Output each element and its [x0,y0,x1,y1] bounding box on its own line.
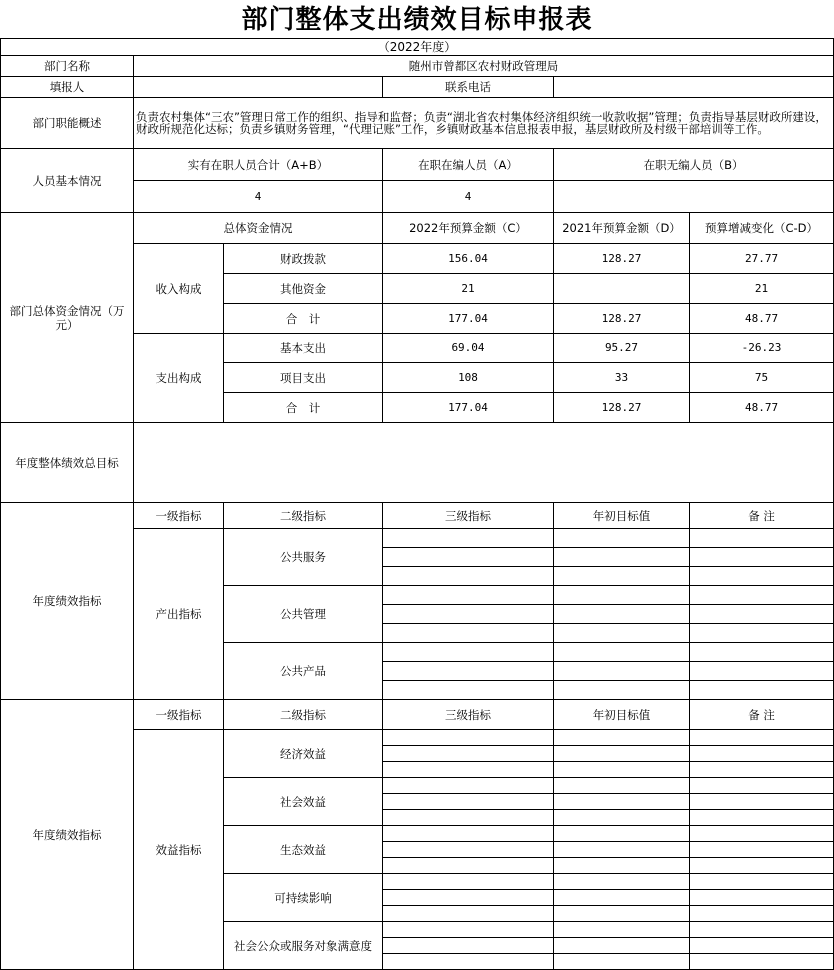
funds-row-diff: 21 [690,274,834,304]
funds-row-c: 156.04 [383,244,554,274]
indicators-2-h-level3: 三级指标 [383,700,554,730]
indicators-1-h-level1: 一级指标 [134,503,224,529]
indicator-cell [690,586,834,605]
indicator-cell [383,681,554,700]
overall-goal-label: 年度整体绩效总目标 [1,423,134,503]
indicators-2-h-target: 年初目标值 [554,700,690,730]
indicators-2-group: 生态效益 [224,826,383,874]
indicator-cell [690,762,834,778]
form-title: 部门整体支出绩效目标申报表 [241,5,593,35]
indicator-cell [383,605,554,624]
funds-row-d: 33 [554,363,690,393]
indicator-cell [690,954,834,970]
indicator-cell [554,529,690,548]
indicator-cell [554,858,690,874]
indicator-cell [690,662,834,681]
indicator-cell [383,762,554,778]
funds-row-c: 69.04 [383,334,554,363]
expense-label: 支出构成 [134,334,224,423]
indicators-2-group: 可持续影响 [224,874,383,922]
indicator-cell [690,858,834,874]
indicator-cell [554,746,690,762]
indicators-1-h-target: 年初目标值 [554,503,690,529]
overall-goal-value [134,423,834,503]
funds-header-total: 总体资金情况 [134,213,383,244]
indicator-cell [383,858,554,874]
indicators-1-level1: 产出指标 [134,529,224,700]
indicators-1-h-note: 备 注 [690,503,834,529]
filler-label: 填报人 [1,77,134,98]
indicator-cell [383,922,554,938]
indicator-cell [554,730,690,746]
indicator-cell [554,778,690,794]
indicator-cell [690,529,834,548]
staff-val-a: 4 [383,181,554,213]
indicator-cell [383,826,554,842]
indicator-cell [690,548,834,567]
indicator-cell [383,548,554,567]
indicator-cell [383,586,554,605]
staff-label: 人员基本情况 [1,149,134,213]
funds-row-diff: -26.23 [690,334,834,363]
contact-value [554,77,834,98]
funds-row-d: 128.27 [554,393,690,423]
contact-label: 联系电话 [383,77,554,98]
funds-row-c: 177.04 [383,304,554,334]
indicator-cell [554,938,690,954]
funds-header-d: 2021年预算金额（D） [554,213,690,244]
indicator-cell [690,605,834,624]
indicator-cell [383,624,554,643]
indicator-cell [690,681,834,700]
staff-col-b: 在职无编人员（B） [554,149,834,181]
indicators-1-label: 年度绩效指标 [1,503,134,700]
funds-row-c: 177.04 [383,393,554,423]
indicators-2-label: 年度绩效指标 [1,700,134,970]
indicator-cell [383,906,554,922]
indicator-cell [554,586,690,605]
indicator-cell [690,794,834,810]
indicator-cell [554,643,690,662]
indicator-cell [554,842,690,858]
income-label: 收入构成 [134,244,224,334]
funds-row-diff: 48.77 [690,393,834,423]
indicator-cell [690,778,834,794]
funds-row-name: 其他资金 [224,274,383,304]
funds-row-diff: 48.77 [690,304,834,334]
indicator-cell [554,922,690,938]
funds-row-name: 财政拨款 [224,244,383,274]
indicator-cell [383,567,554,586]
functions-label: 部门职能概述 [1,98,134,149]
indicator-cell [690,730,834,746]
indicators-2-h-level2: 二级指标 [224,700,383,730]
indicator-cell [554,906,690,922]
indicator-cell [690,890,834,906]
dept-name-label: 部门名称 [1,56,134,77]
funds-row-name: 合 计 [224,304,383,334]
indicators-2-level1: 效益指标 [134,730,224,970]
funds-header-c: 2022年预算金额（C） [383,213,554,244]
indicator-cell [554,548,690,567]
indicator-cell [383,662,554,681]
functions-text: 负责农村集体“三农”管理日常工作的组织、指导和监督；负责“湖北省农村集体经济组织统一收款收据”管理；负责指导基层财政所建设，财政所规范化达标；负责乡镇财务管理，“代理记账”工作，乡镇财政基本信息报表申报，基层财政所及村级干部培训等工作。 [134,98,834,149]
year-note: （2022年度） [1,39,834,56]
indicator-cell [690,643,834,662]
form-table [0,38,834,970]
staff-val-total: 4 [134,181,383,213]
staff-col-total: 实有在职人员合计（A+B） [134,149,383,181]
indicator-cell [383,643,554,662]
indicator-cell [554,662,690,681]
indicator-cell [554,954,690,970]
indicator-cell [383,954,554,970]
indicator-cell [690,810,834,826]
indicator-cell [383,529,554,548]
indicators-1-h-level2: 二级指标 [224,503,383,529]
indicator-cell [383,730,554,746]
funds-row-diff: 27.77 [690,244,834,274]
funds-row-diff: 75 [690,363,834,393]
indicator-cell [383,842,554,858]
indicators-2-group: 社会效益 [224,778,383,826]
indicator-cell [554,874,690,890]
funds-row-d: 128.27 [554,304,690,334]
indicator-cell [690,826,834,842]
funds-row-name: 合 计 [224,393,383,423]
indicator-cell [554,605,690,624]
indicator-cell [383,874,554,890]
indicators-1-group: 公共管理 [224,586,383,643]
indicator-cell [690,567,834,586]
funds-row-d [554,274,690,304]
indicator-cell [554,794,690,810]
indicator-cell [690,842,834,858]
filler-value [134,77,383,98]
indicator-cell [383,938,554,954]
indicator-cell [690,624,834,643]
staff-val-b [554,181,834,213]
funds-row-c: 108 [383,363,554,393]
indicator-cell [383,810,554,826]
indicator-cell [383,778,554,794]
indicator-cell [383,794,554,810]
indicator-cell [554,810,690,826]
indicators-2-h-level1: 一级指标 [134,700,224,730]
funds-row-d: 95.27 [554,334,690,363]
funds-row-name: 项目支出 [224,363,383,393]
funds-row-c: 21 [383,274,554,304]
dept-name-value: 随州市曾都区农村财政管理局 [134,56,834,77]
indicator-cell [554,826,690,842]
indicator-cell [554,567,690,586]
indicators-2-group: 社会公众或服务对象满意度 [224,922,383,970]
indicator-cell [554,762,690,778]
indicator-cell [554,624,690,643]
funds-header-change: 预算增减变化（C-D） [690,213,834,244]
indicators-1-group: 公共服务 [224,529,383,586]
indicator-cell [554,681,690,700]
funds-row-d: 128.27 [554,244,690,274]
indicators-1-h-level3: 三级指标 [383,503,554,529]
indicator-cell [690,746,834,762]
indicator-cell [383,746,554,762]
indicator-cell [690,874,834,890]
indicators-2-group: 经济效益 [224,730,383,778]
indicators-1-group: 公共产品 [224,643,383,700]
indicator-cell [383,890,554,906]
indicator-cell [554,890,690,906]
funds-row-name: 基本支出 [224,334,383,363]
staff-col-a: 在职在编人员（A） [383,149,554,181]
indicator-cell [690,938,834,954]
indicators-2-h-note: 备 注 [690,700,834,730]
indicator-cell [690,906,834,922]
funds-label: 部门总体资金情况（万元） [1,213,134,423]
indicator-cell [690,922,834,938]
